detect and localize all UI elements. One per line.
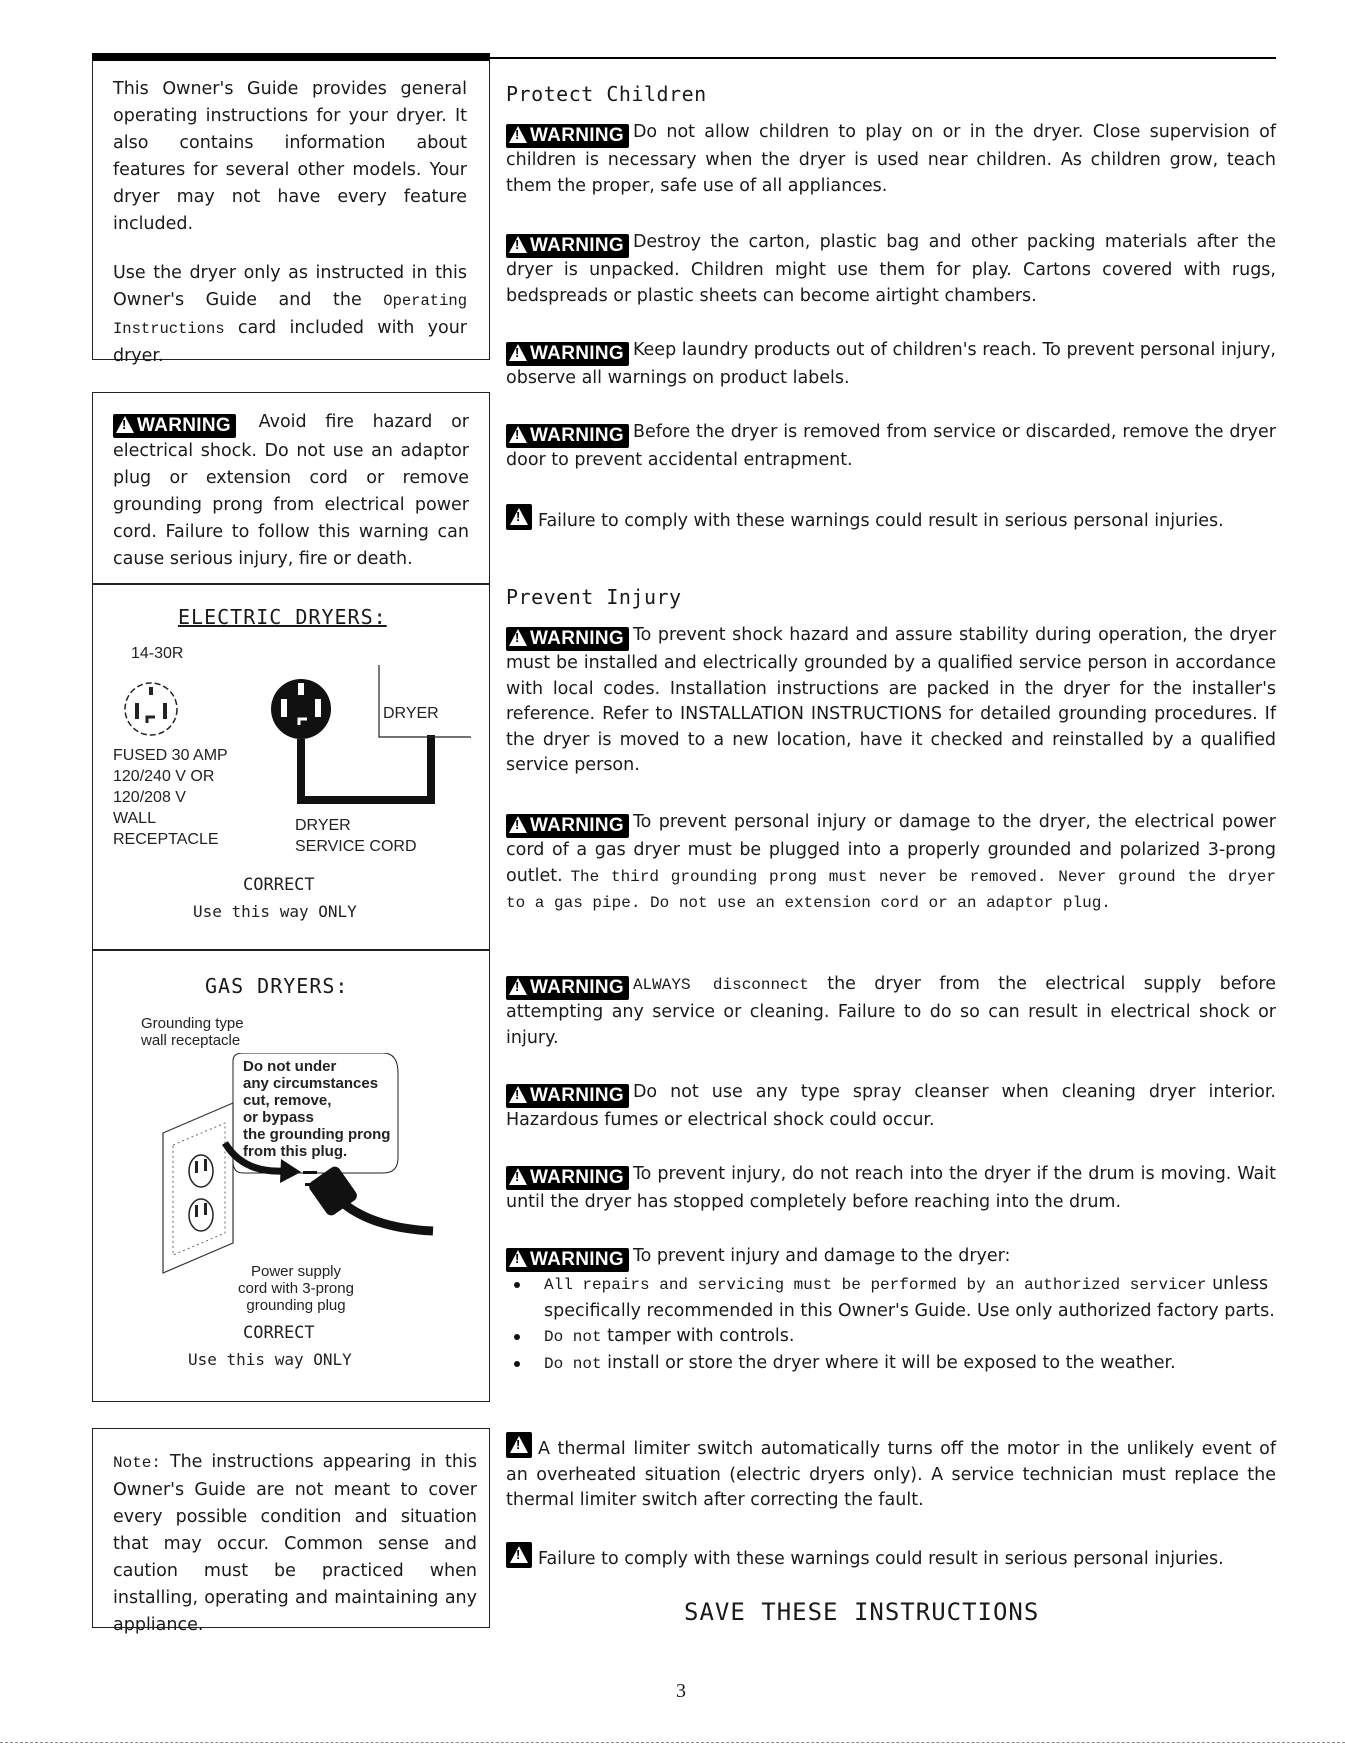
bullet-text: unless specifically recommended in this Owner's Guide. Use only authorized factory parts. bbox=[544, 1274, 1275, 1321]
receptacle-14-30r-icon bbox=[125, 683, 177, 735]
electric-dryers-title bbox=[178, 605, 387, 629]
protect-children-heading: Protect Children bbox=[506, 82, 707, 106]
bullet-item bbox=[506, 1351, 1276, 1378]
warning-badge bbox=[506, 124, 629, 148]
pi-warning-4 bbox=[506, 1080, 1276, 1134]
three-prong-plug-icon bbox=[303, 1164, 433, 1231]
pc-warning-1 bbox=[506, 120, 1276, 199]
warning-triangle-icon bbox=[509, 629, 527, 646]
warning-badge bbox=[113, 414, 236, 438]
warning-badge-label: WARNING bbox=[530, 235, 624, 256]
callout-line: cut, remove, bbox=[243, 1092, 332, 1109]
bullet-item bbox=[506, 1272, 1276, 1324]
gas-correct: CORRECT bbox=[243, 1323, 315, 1343]
bottom-rule bbox=[0, 1742, 1345, 1744]
warning-badge-label: WARNING bbox=[530, 343, 624, 364]
note-label: Note: bbox=[113, 1454, 162, 1472]
page-number: 3 bbox=[676, 1680, 686, 1702]
spec-line: 120/240 V OR bbox=[113, 768, 215, 785]
warning-badge-label: WARNING bbox=[530, 425, 624, 446]
wall-outlet-icon bbox=[163, 1103, 233, 1273]
warning-badge bbox=[506, 234, 629, 258]
warning-badge-label: WARNING bbox=[530, 815, 624, 836]
intro-text-c: card included with your dryer. bbox=[113, 318, 467, 366]
electric-correct: CORRECT bbox=[243, 875, 315, 895]
pi-w3-text: the dryer from the electrical supply before attempting any service or cleaning. Failure to do so can result in electrical shock or injury. bbox=[506, 974, 1276, 1048]
pi-alert1-text: A thermal limiter switch automatically turns off the motor in the unlikely event of an overheated situation (electric dryers only). A service technician must replace the thermal limiter switch after correcting the fault. bbox=[506, 1439, 1276, 1510]
warning-triangle-icon bbox=[509, 816, 527, 833]
pc-warning-4 bbox=[506, 420, 1276, 474]
left-warning-text bbox=[113, 409, 469, 573]
warning-badge bbox=[506, 1248, 629, 1272]
warning-badge-label: WARNING bbox=[137, 415, 231, 436]
warning-triangle-icon bbox=[509, 126, 527, 143]
warning-badge bbox=[506, 424, 629, 448]
alert-triangle-icon bbox=[506, 1432, 532, 1458]
top-rule-thin bbox=[490, 57, 1276, 59]
pi-alert-2 bbox=[506, 1542, 1276, 1573]
electric-divider bbox=[93, 583, 489, 585]
callout-line: or bypass bbox=[243, 1109, 314, 1126]
bullet-text: tamper with controls. bbox=[601, 1326, 795, 1346]
warning-badge-label: WARNING bbox=[530, 125, 624, 146]
warning-badge-label: WARNING bbox=[530, 1249, 624, 1270]
callout-line: from this plug. bbox=[243, 1143, 348, 1160]
dryer-plug-icon bbox=[271, 679, 431, 800]
grounding-line: wall receptacle bbox=[141, 1032, 241, 1049]
power-line: cord with 3-prong bbox=[238, 1280, 354, 1297]
protect-children-section bbox=[506, 82, 1276, 106]
note-box bbox=[92, 1428, 490, 1635]
pi-w1-text: To prevent shock hazard and assure stability during operation, the dryer must be installed and electrically grounded by a qualified service person in accordance with local codes. Installation instructions are packed in the dryer for the installer's reference. Refer to INSTALLATION INSTRUCTIONS for detailed grounding procedures. If the dryer is moved to a new location, have it checked and reinstalled by a qualified service person. bbox=[506, 625, 1276, 775]
gas-use-only: Use this way ONLY bbox=[188, 1350, 352, 1369]
note-body: The instructions appearing in this Owner's Guide are not meant to cover every possible condition and situation that may occur. Common sense and caution must be practiced when installing, operating and maintaining any appliance. bbox=[113, 1452, 477, 1635]
save-instructions: SAVE THESE INSTRUCTIONS bbox=[684, 1598, 1040, 1626]
power-supply-label bbox=[221, 1263, 371, 1314]
spec-line: FUSED 30 AMP bbox=[113, 747, 228, 764]
spec-line: WALL bbox=[113, 810, 156, 827]
pc-alert-text: Failure to comply with these warnings could result in serious personal injuries. bbox=[538, 511, 1224, 531]
pi-w3-emphasis: ALWAYS disconnect bbox=[632, 976, 809, 994]
grounding-label bbox=[141, 1015, 244, 1049]
bullet-text: install or store the dryer where it will be exposed to the weather. bbox=[601, 1352, 1176, 1373]
pi-w5-text: To prevent injury, do not reach into the dryer if the drum is moving. Wait until the dryer has stopped completely before reaching into the drum. bbox=[506, 1164, 1276, 1212]
pi-w6-text: To prevent injury and damage to the dryer: bbox=[632, 1246, 1011, 1266]
spec-line: RECEPTACLE bbox=[113, 831, 219, 848]
cord-label bbox=[295, 815, 417, 857]
receptacle-code: 14-30R bbox=[131, 645, 184, 662]
operating-instructions-ref: Operating Instructions bbox=[113, 292, 467, 338]
pc-w4-text: Before the dryer is removed from service or discarded, remove the dryer door to prevent accidental entrapment. bbox=[506, 422, 1276, 470]
prevent-injury-section bbox=[506, 585, 1276, 609]
pi-warning-6 bbox=[506, 1244, 1276, 1377]
warning-badge bbox=[506, 1166, 629, 1190]
gas-dryers-title bbox=[205, 974, 348, 998]
intro-text-a: Use the dryer only as instructed in this Owner's Guide and the bbox=[113, 263, 467, 310]
gas-callout-text bbox=[243, 1058, 390, 1160]
warning-badge-label: WARNING bbox=[530, 1167, 624, 1188]
warning-badge-label: WARNING bbox=[530, 628, 624, 649]
spec-line: 120/208 V bbox=[113, 789, 186, 806]
warning-triangle-icon bbox=[509, 344, 527, 361]
pi-warning-2 bbox=[506, 810, 1276, 917]
power-line: grounding plug bbox=[246, 1297, 346, 1314]
pi-alert-1 bbox=[506, 1432, 1276, 1514]
intro-paragraph-2 bbox=[113, 260, 467, 370]
warning-badge bbox=[506, 976, 629, 1000]
warning-triangle-icon bbox=[509, 1168, 527, 1185]
callout-line: the grounding prong bbox=[243, 1126, 391, 1143]
warning-triangle-icon bbox=[509, 1250, 527, 1267]
electric-title-text: ELECTRIC DRYERS: bbox=[178, 605, 387, 629]
bullet-emphasis: Do not bbox=[544, 1328, 602, 1346]
pi-warning-5 bbox=[506, 1162, 1276, 1216]
gas-title-text: GAS DRYERS: bbox=[205, 974, 349, 998]
warning-triangle-icon bbox=[509, 1086, 527, 1103]
warning-badge-label: WARNING bbox=[530, 977, 624, 998]
pi-w4-text: Do not use any type spray cleanser when cleaning dryer interior. Hazardous fumes or electrical shock could occur. bbox=[506, 1082, 1276, 1130]
pc-warning-3 bbox=[506, 338, 1276, 392]
callout-line: Do not under bbox=[243, 1058, 337, 1075]
bullet-emphasis: All repairs and servicing must be performed by an authorized servicer bbox=[544, 1276, 1207, 1294]
warning-badge bbox=[506, 627, 629, 651]
power-line: Power supply bbox=[250, 1263, 342, 1280]
left-warning-body: Avoid fire hazard or electrical shock. Do not use an adaptor plug or extension cord or remove grounding prong from electrical power cord. Failure to follow this warning can cause serious injury, fire or death. bbox=[113, 412, 469, 569]
cord-label-line: DRYER bbox=[295, 817, 351, 834]
intro-paragraph-1: This Owner's Guide provides general operating instructions for your dryer. It also contains information about features for several other models. Your dryer may not have every feature included. bbox=[113, 79, 467, 234]
prevent-injury-heading: Prevent Injury bbox=[506, 585, 682, 609]
pi-warning-1 bbox=[506, 623, 1276, 779]
left-warning-box bbox=[92, 392, 490, 1402]
pc-w1-text: Do not allow children to play on or in the dryer. Close supervision of children is necessary when the dryer is used near children. As children grow, teach them the proper, safe use of all appliances. bbox=[506, 122, 1276, 196]
warning-triangle-icon bbox=[509, 978, 527, 995]
arrow-head-icon bbox=[280, 1159, 301, 1183]
bullet-emphasis: Do not bbox=[544, 1354, 602, 1373]
pc-w3-text: Keep laundry products out of children's reach. To prevent personal injury, observe all warnings on product labels. bbox=[506, 340, 1276, 388]
alert-triangle-icon bbox=[506, 504, 532, 530]
pc-warning-2 bbox=[506, 230, 1276, 309]
bullet-item bbox=[506, 1324, 1276, 1351]
warning-badge bbox=[506, 1084, 629, 1108]
callout-line: any circumstances bbox=[243, 1075, 379, 1092]
pi-alert2-text: Failure to comply with these warnings could result in serious personal injuries. bbox=[538, 1549, 1224, 1569]
intro-box bbox=[92, 60, 490, 366]
pc-w2-text: Destroy the carton, plastic bag and other packing materials after the dryer is unpacked. Children might use them for play. Cartons covered with rugs, bedspreads or plastic sheets can become airtight chambers. bbox=[506, 232, 1276, 306]
grounding-line: Grounding type bbox=[141, 1015, 244, 1032]
electric-use-only: Use this way ONLY bbox=[193, 902, 357, 921]
pi-warning-3 bbox=[506, 972, 1276, 1051]
warning-badge bbox=[506, 342, 629, 366]
pc-alert bbox=[506, 504, 1276, 535]
gas-divider bbox=[93, 949, 489, 951]
alert-triangle-icon bbox=[506, 1542, 532, 1568]
warning-triangle-icon bbox=[116, 416, 134, 433]
warning-triangle-icon bbox=[509, 426, 527, 443]
note-text bbox=[113, 1449, 477, 1639]
warning-triangle-icon bbox=[509, 236, 527, 253]
warning-badge-label: WARNING bbox=[530, 1085, 624, 1106]
cord-label-line: SERVICE CORD bbox=[295, 838, 417, 855]
warning-badge bbox=[506, 814, 629, 838]
electric-spec-list bbox=[113, 745, 228, 850]
electric-dryer-label: DRYER bbox=[383, 705, 439, 722]
pi-w2-text: To prevent personal injury or damage to the dryer, the electrical power cord of a gas dryer must be plugged into a properly grounded and polarized 3-prong outlet. bbox=[506, 812, 1276, 886]
pi-w2-emphasis: The third grounding prong must never be removed. Never ground the dryer to a gas pipe. Do not use an extension cord or an adaptor plug. bbox=[506, 867, 1276, 912]
